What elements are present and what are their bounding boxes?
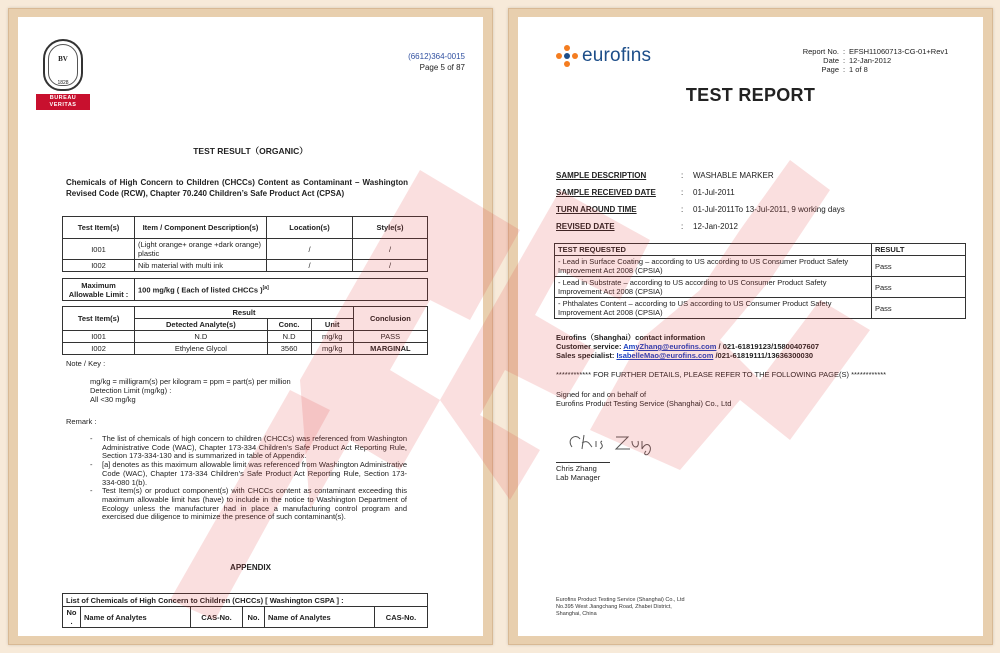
table-header: CAS-No.	[375, 607, 428, 628]
list-item: - The list of chemicals of high concern to children (CHCCs) was referenced from Washington Administrative Code (WAC), Chapter 173-334 Children’s Safe Product Act Reporting Rule, Section 173-334-130 and is summarized in table of Appendix.	[90, 435, 407, 461]
bv-seal-icon: BV 1828	[43, 39, 83, 91]
further-details-note: ************ FOR FURTHER DETAILS, PLEASE REFER TO THE FOLLOWING PAGE(S) ************	[556, 370, 887, 379]
customer-service-line: Customer service: AmyZhang@eurofins.com / 021-61819123/15800407607	[556, 342, 820, 351]
table-header: Conclusion	[353, 307, 427, 331]
allowable-limit-table	[62, 278, 428, 301]
contact-title: Eurofins（Shanghai）contact information	[556, 333, 706, 342]
table-header: Result	[135, 307, 354, 319]
note-line: All <30 mg/kg	[90, 395, 136, 404]
table-cell: /	[353, 239, 428, 260]
table-row	[555, 277, 966, 298]
table-row	[555, 298, 966, 319]
note-label: Note / Key :	[66, 359, 106, 368]
note-body	[90, 377, 291, 404]
appendix-table	[62, 593, 428, 628]
table-cell: I001	[63, 331, 135, 343]
remark-label: Remark :	[66, 417, 97, 426]
table-cell: Nib material with multi ink	[135, 260, 267, 272]
eurofins-logo	[556, 45, 651, 67]
sample-info	[556, 167, 845, 235]
bureau-veritas-logo	[36, 39, 90, 110]
sales-specialist-email-link[interactable]: IsabelleMao@eurofins.com	[616, 351, 714, 360]
test-cell: - Lead in Surface Coating – according to US according to US Consumer Product Safety Improvement Act 2008 (CPSIA)	[555, 256, 872, 277]
table-cell: I002	[63, 260, 135, 272]
appendix-title: APPENDIX	[230, 563, 271, 572]
table-header: No .	[63, 607, 81, 628]
table-cell: /	[267, 260, 353, 272]
table-header: Detected Analyte(s)	[135, 319, 267, 331]
table-cell: N.D	[135, 331, 267, 343]
conclusion-cell: PASS	[353, 331, 427, 343]
table-cell: N.D	[267, 331, 311, 343]
signature-line	[556, 462, 610, 463]
sample-row: SAMPLE RECEIVED DATE : 01-Jul-2011	[556, 188, 735, 197]
customer-service-email-link[interactable]: AmyZhang@eurofins.com	[623, 342, 717, 351]
table-header: Name of Analytes	[265, 607, 375, 628]
sample-row: TURN AROUND TIME : 01-Jul-2011To 13-Jul-2011, 9 working days	[556, 205, 845, 214]
left-page-header	[408, 51, 465, 73]
test-cell: - Lead in Substrate – according to US according to US Consumer Product Safety Improvement Act 2008 (CPSIA)	[555, 277, 872, 298]
table-cell: I001	[63, 239, 135, 260]
table-row	[63, 239, 428, 260]
table-row	[555, 256, 966, 277]
sales-specialist-line: Sales specialist: IsabelleMao@eurofins.com /021-61819111/13636300030	[556, 351, 814, 360]
report-meta	[793, 47, 963, 74]
table-row	[63, 331, 428, 343]
test-items-table	[62, 216, 428, 272]
table-header: Location(s)	[267, 217, 353, 239]
handwritten-signature	[562, 427, 662, 457]
bv-band: BUREAU VERITAS	[36, 94, 90, 110]
list-item: - Test Item(s) or product component(s) with CHCCs content as contaminant exceeding this maximum allowable limit has (have) to include in the notice to Washington Department of Ecology unless the manufacturer had in place a manufacturing control program and exercised due diligence to minimize the presence of such contaminant(s).	[90, 487, 407, 522]
table-header: Unit	[311, 319, 353, 331]
table-cell: (Light orange+ orange +dark orange) plastic	[135, 239, 267, 260]
limit-label: Maximum Allowable Limit :	[63, 279, 135, 301]
meta-row: Date : 12-Jan-2012	[823, 56, 892, 65]
signer-block	[556, 464, 600, 482]
table-header: CAS-No.	[191, 607, 243, 628]
table-row	[63, 260, 428, 272]
remark-list	[90, 435, 407, 522]
table-header: Item / Component Description(s)	[135, 217, 267, 239]
section-title: TEST RESULT（ORGANIC）	[193, 146, 308, 156]
report-title: TEST REPORT	[685, 85, 816, 105]
table-cell: /	[353, 260, 428, 272]
chcc-heading: Chemicals of High Concern to Children (CHCCs) Content as Contaminant – Washington Revised Code (RCW), Chapter 70.240 Children’s Safe Product Act (CPSA)	[66, 178, 408, 198]
limit-value: 100 mg/kg ( Each of listed CHCCs )[a]	[135, 279, 428, 301]
appendix-caption: List of Chemicals of High Concern to Children (CHCCs) [ Washington CSPA ] :	[63, 594, 428, 607]
result-cell: Pass	[872, 298, 966, 319]
table-cell: Ethylene Glycol	[135, 343, 267, 355]
table-cell: I002	[63, 343, 135, 355]
table-header: TEST REQUESTED	[555, 244, 872, 256]
eurofins-wordmark: eurofins	[582, 45, 652, 66]
table-cell: mg/kg	[311, 343, 353, 355]
list-item: - [a] denotes as this maximum allowable limit was referenced from Washington Administrative Code (WAC), Chapter 173-334 Children’s Safe Product Act Reporting Rule, Section 173-334-080 1(b).	[90, 461, 407, 487]
table-header: RESULT	[872, 244, 966, 256]
note-line: Detection Limit (mg/kg) :	[90, 386, 172, 395]
right-document-frame	[508, 8, 993, 645]
report-ref-number: (6612)364-0015	[408, 52, 465, 61]
sample-row: REVISED DATE : 12-Jan-2012	[556, 222, 738, 231]
result-cell: Pass	[872, 256, 966, 277]
table-header: Conc.	[267, 319, 311, 331]
left-document-frame	[8, 8, 493, 645]
signed-on-behalf: Signed for and on behalf of Eurofins Product Testing Service (Shanghai) Co., Ltd	[556, 390, 732, 408]
company-address-footer: Eurofins Product Testing Service (Shanghai) Co., Ltd No.395 West Jiangchang Road, Zhabei District, Shanghai, China	[556, 597, 685, 617]
meta-row: Page : 1 of 8	[821, 65, 868, 74]
sample-row: SAMPLE DESCRIPTION : WASHABLE MARKER	[556, 171, 774, 180]
table-header: Style(s)	[353, 217, 428, 239]
left-document-page	[18, 17, 483, 636]
page-number: Page 5 of 87	[419, 63, 465, 72]
right-document-page	[518, 17, 983, 636]
table-header: Test Item(s)	[63, 307, 135, 331]
result-cell: Pass	[872, 277, 966, 298]
table-cell: /	[267, 239, 353, 260]
tests-requested-table	[554, 243, 966, 319]
contact-info	[556, 333, 819, 360]
table-header: Test Item(s)	[63, 217, 135, 239]
table-header: No.	[243, 607, 265, 628]
result-table	[62, 306, 428, 355]
table-header: Name of Analytes	[81, 607, 191, 628]
note-line: mg/kg = milligram(s) per kilogram = ppm = part(s) per million	[90, 377, 291, 386]
eurofins-dots-icon	[556, 45, 578, 67]
signer-title: Lab Manager	[556, 473, 601, 482]
table-cell: mg/kg	[311, 331, 353, 343]
table-row	[63, 343, 428, 355]
table-cell: 3560	[267, 343, 311, 355]
signer-name: Chris Zhang	[556, 464, 597, 473]
conclusion-cell: MARGINAL	[353, 343, 427, 355]
test-cell: - Phthalates Content – according to US according to US Consumer Product Safety Improvement Act 2008 (CPSIA)	[555, 298, 872, 319]
meta-row: Report No. : EFSH11060713-CG-01+Rev1	[802, 47, 949, 56]
